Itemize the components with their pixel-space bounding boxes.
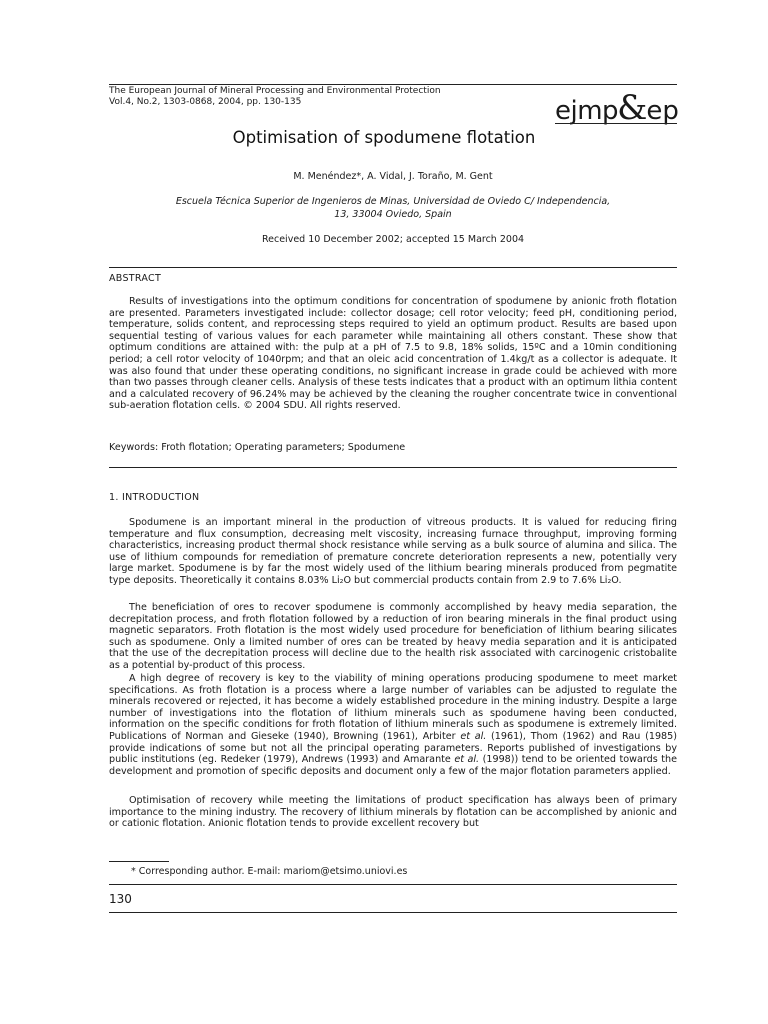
intro-p3-etal-2: et al.: [454, 754, 480, 766]
footer-top-rule: [109, 884, 677, 885]
footer-bottom-rule: [109, 912, 677, 913]
intro-p3-part-a: A high degree of recovery is key to the viability of mining operations producing spodumene to meet market specifications. As froth flotation is a process where a large number of variables can be adjusted to regulate the minerals recovered or rejected, it has become a widely established procedure in the mining industry. Despite a large number of investigations into the flotation of lithium minerals such as spodumene having been conducted, information on the specific conditions for froth flotation of lithium minerals such as spodumene is extremely limited. Publications of Norman and Gieseke (1940), Browning (1961), Arbiter: [109, 673, 677, 742]
footnote-rule: [109, 861, 169, 862]
article-affiliation: [0, 195, 768, 221]
intro-paragraph-3: [109, 673, 677, 777]
logo-left-text: ejmp: [555, 96, 619, 126]
intro-paragraph-4: Optimisation of recovery while meeting the limitations of product specification has always been of primary importance to the mining industry. The recovery of lithium minerals by flotation can be accomplished by anionic and or cationic flotation. Anionic flotation tends to provide excellent recovery but: [109, 795, 677, 830]
footnote-corresponding-author: * Corresponding author. E-mail: mariom@etsimo.uniovi.es: [131, 866, 408, 877]
journal-name: The European Journal of Mineral Processing and Environmental Protection: [109, 86, 441, 96]
intro-p3-part-c: (1998)) tend to be oriented towards the development and promotion of specific deposits and document only a few of the major flotation parameters applied.: [109, 754, 677, 777]
affiliation-line-1: Escuela Técnica Superior de Ingenieros de Minas, Universidad de Oviedo C/ Independencia,: [175, 196, 611, 207]
abstract-bottom-rule: [109, 467, 677, 468]
article-authors: M. Menéndez*, A. Vidal, J. Toraño, M. Gent: [293, 171, 493, 182]
logo-underline: [555, 123, 677, 124]
journal-logo: [555, 88, 680, 128]
affiliation-line-2: 13, 33004 Oviedo, Spain: [334, 209, 452, 220]
header-top-rule: [109, 84, 677, 85]
volume-info: Vol.4, No.2, 1303-0868, 2004, pp. 130-135: [109, 97, 302, 107]
logo-ampersand: &: [617, 88, 648, 128]
received-dates: Received 10 December 2002; accepted 15 March 2004: [261, 234, 525, 245]
abstract-top-rule: [109, 267, 677, 268]
abstract-text: Results of investigations into the optimum conditions for concentration of spodumene by anionic froth flotation are presented. Parameters investigated include: collector dosage; cell rotor velocity; feed pH, conditioning period, temperature, solids content, and reprocessing steps required to yield an optimum product. Results are based upon sequential testing of various values for each parameter while maintaining all others constant. These show that optimum conditions are attained with: the pulp at a pH of 7.5 to 9.8, 18% solids, 15ºC and a 10min conditioning period; a cell rotor velocity of 1040rpm; and that an oleic acid concentration of 1.4kg/t as a collector is adequate. It was also found that under these operating conditions, no significant increase in grade could be achieved with more than two passes through cleaner cells. Analysis of these tests indicates that a product with an optimum lithia content and a calculated recovery of 96.24% may be achieved by the cleaning the rougher concentrate twice in conventional sub-aeration flotation cells. © 2004 SDU. All rights reserved.: [109, 296, 677, 412]
intro-paragraph-1: Spodumene is an important mineral in the production of vitreous products. It is valued for reducing firing temperature and flux consumption, decreasing melt viscosity, increasing furnace throughput, improving forming characteristics, increasing product thermal shock resistance while serving as a bulk source of alumina and silica. The use of lithium compounds for remediation of premature concrete deterioration represents a new, potentially very large market. Spodumene is by far the most widely used of the lithium bearing minerals produced from pegmatite type deposits. Theoretically it contains 8.03% Li₂O but commercial products contain from 2.9 to 7.6% Li₂O.: [109, 517, 677, 586]
logo-right-text: ep: [646, 96, 679, 126]
article-title: Optimisation of spodumene flotation: [232, 128, 536, 147]
section-heading-introduction: 1. INTRODUCTION: [109, 492, 200, 503]
intro-p3-part-b: (1961), Thom (1962) and Rau (1985) provide indications of some but not all the principal operating parameters. Reports published of investigations by public institutions (eg. Redeker (1979), Andrews (1993) and Amarante: [109, 730, 677, 766]
page-number: 130: [109, 892, 132, 906]
keywords: Keywords: Froth flotation; Operating parameters; Spodumene: [109, 442, 406, 453]
abstract-heading: ABSTRACT: [109, 273, 162, 284]
intro-paragraph-2: The beneficiation of ores to recover spodumene is commonly accomplished by heavy media separation, the decrepitation process, and froth flotation followed by a reduction of iron bearing minerals in the final product using magnetic separators. Froth flotation is the most widely used procedure for beneficiation of lithium bearing silicates such as spodumene. Only a limited number of ores can be treated by heavy media separation and it is anticipated that the use of the decrepitation process will decline due to the health risk associated with carcinogenic cristobalite as a potential by-product of this process.: [109, 602, 677, 671]
intro-p3-etal-1: et al.: [460, 730, 487, 742]
